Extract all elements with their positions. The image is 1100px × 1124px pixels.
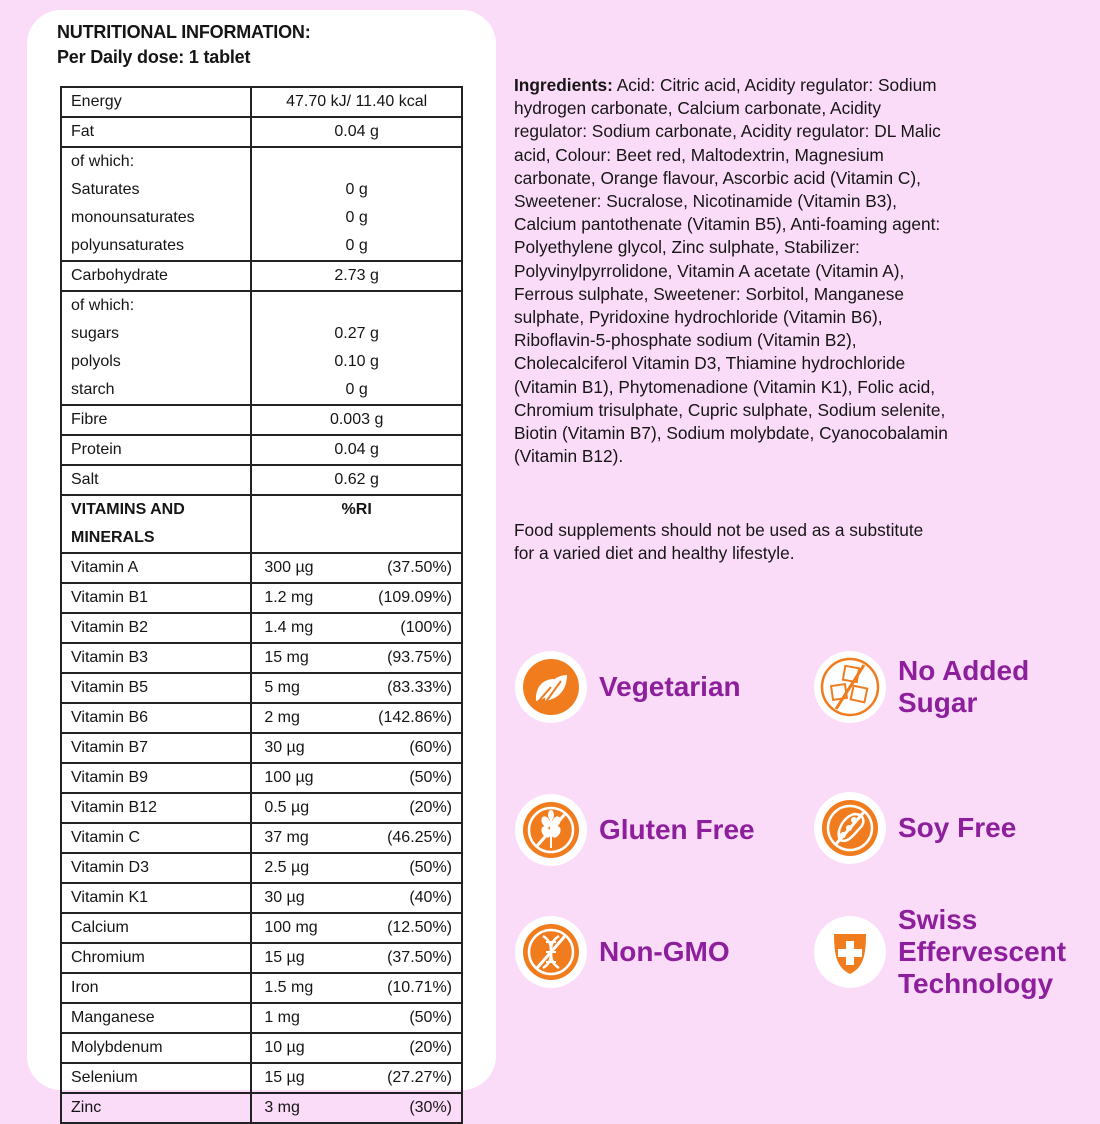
vitamin-name: Iron [61, 973, 251, 1003]
vitamin-values [251, 973, 462, 1003]
vitamin-ri: (50%) [409, 1009, 452, 1026]
nutrient-name: Energy [61, 87, 251, 117]
vitamin-values [251, 793, 462, 823]
nutrient-value: 2.73 g [251, 261, 462, 291]
vitamin-row [61, 583, 462, 613]
vitamin-amount: 1.4 mg [264, 619, 314, 636]
vitamin-ri: (30%) [409, 1099, 452, 1116]
nutrient-name: starch [61, 376, 251, 405]
nutrient-name: Carbohydrate [61, 261, 251, 291]
vitamin-name: Selenium [61, 1063, 251, 1093]
badge-swiss-technology [814, 904, 1066, 1000]
vitamin-amount: 5 mg [264, 679, 300, 696]
badge-no-added-sugar [814, 651, 1029, 723]
vitamin-ri: (142.86%) [378, 709, 452, 726]
vitamin-name: Chromium [61, 943, 251, 973]
vitamin-row [61, 793, 462, 823]
vitamin-row [61, 1063, 462, 1093]
vitamin-values [251, 763, 462, 793]
vitamin-amount: 1.5 mg [264, 979, 314, 996]
nutrient-value: 0 g [251, 232, 462, 261]
vitamin-amount: 1.2 mg [264, 589, 314, 606]
nutrient-value: 0.10 g [251, 348, 462, 376]
table-row [61, 348, 462, 376]
vitamin-amount: 1 mg [264, 1009, 300, 1026]
vitamin-ri: (100%) [400, 619, 452, 636]
vitamin-values [251, 643, 462, 673]
leaf-icon [521, 657, 581, 717]
table-row [61, 320, 462, 348]
table-row [61, 117, 462, 147]
vitamin-row [61, 733, 462, 763]
vitamin-name: Manganese [61, 1003, 251, 1033]
nutrient-value: 0 g [251, 376, 462, 405]
nutrient-name: polyunsaturates [61, 232, 251, 261]
vitamin-values [251, 913, 462, 943]
badge-label: Swiss [898, 904, 978, 935]
vitamin-values [251, 1003, 462, 1033]
vitamin-name: Vitamin B5 [61, 673, 251, 703]
vitamin-amount: 3 mg [264, 1099, 300, 1116]
vitamin-ri: (20%) [409, 799, 452, 816]
vitamin-row [61, 1033, 462, 1063]
vitamins-header-line1: VITAMINS AND [71, 501, 185, 518]
vitamin-values [251, 883, 462, 913]
swiss-cross-icon [820, 922, 880, 982]
badge-gluten-free [515, 794, 755, 866]
nutrient-value: 0 g [251, 176, 462, 204]
table-row [61, 376, 462, 405]
nutrient-value: 0.04 g [251, 117, 462, 147]
vitamin-ri: (93.75%) [387, 649, 452, 666]
vitamin-name: Vitamin B2 [61, 613, 251, 643]
vitamin-name: Vitamin B6 [61, 703, 251, 733]
vitamin-row [61, 703, 462, 733]
vitamin-values [251, 553, 462, 583]
dna-crossed-icon [521, 922, 581, 982]
vitamin-values [251, 1093, 462, 1123]
vitamin-name: Vitamin C [61, 823, 251, 853]
vitamin-row [61, 673, 462, 703]
vitamin-row [61, 643, 462, 673]
nutrition-subtitle: Per Daily dose: 1 tablet [57, 47, 251, 67]
vitamin-values [251, 703, 462, 733]
vitamin-ri: (46.25%) [387, 829, 452, 846]
vitamin-ri: (109.09%) [378, 589, 452, 606]
ingredients-block [514, 74, 954, 468]
vitamin-amount: 15 µg [264, 949, 305, 966]
vitamin-values [251, 823, 462, 853]
vitamin-ri: (37.50%) [387, 559, 452, 576]
nutrition-table [60, 86, 463, 1124]
vitamin-row [61, 553, 462, 583]
vitamin-name: Vitamin K1 [61, 883, 251, 913]
table-row [61, 405, 462, 435]
vitamin-amount: 10 µg [264, 1039, 305, 1056]
nutrient-value: 0.003 g [251, 405, 462, 435]
nutrient-value: 0.04 g [251, 435, 462, 465]
vitamin-values [251, 853, 462, 883]
badge-label: Sugar [898, 687, 978, 718]
vitamin-amount: 100 µg [264, 769, 314, 786]
vitamin-name: Molybdenum [61, 1033, 251, 1063]
nutrient-name: Saturates [61, 176, 251, 204]
nutrient-name: sugars [61, 320, 251, 348]
nutrient-value: 0 g [251, 204, 462, 232]
vitamin-name: Vitamin B3 [61, 643, 251, 673]
vitamin-name: Vitamin B7 [61, 733, 251, 763]
badge-label: Effervescent [898, 936, 1067, 967]
vitamin-values [251, 583, 462, 613]
vitamin-amount: 15 µg [264, 1069, 305, 1086]
vitamins-header-line2: MINERALS [71, 529, 155, 546]
table-row [61, 147, 462, 176]
badge-label: Vegetarian [599, 671, 741, 702]
badge-label: Gluten Free [599, 814, 755, 845]
badge-label: No Added [898, 655, 1030, 686]
vitamin-ri: (40%) [409, 889, 452, 906]
vitamin-values [251, 1033, 462, 1063]
ingredients-text: Acid: Citric acid, Acidity regulator: Sodium hydrogen carbonate, Calcium carbonate, Acidity regulator: Sodium carbonate, Acidity regulator: DL Malic acid, Colour: Beet red, Maltodextrin, Magnesium carbonate, Orange flavour, Ascorbic acid (Vitamin C), Sweetener: Sucralose, Nicotinamide (Vitamin B3), Calcium pantothenate (Vitamin B5), Anti-foaming agent: Polyethylene glycol, Zinc sulphate, Stabilizer: Polyvinylpyrrolidone, Vitamin A acetate (Vitamin A), Ferrous sulphate, Sweetener: Sorbitol, Manganese sulphate, Pyridoxine hydrochloride (Vitamin B6), Riboflavin-5-phosphate sodium (Vitamin B2), Cholecalciferol Vitamin D3, Thiamine hydrochloride (Vitamin B1), Phytomenadione (Vitamin K1), Folic acid, Chromium trisulphate, Cupric sulphate, Sodium selenite, Biotin (Vitamin B7), Sodium molybdate, Cyanocobalamin (Vitamin B12). [514, 75, 948, 467]
badge-soy-free [814, 792, 1016, 864]
nutrient-name: of which: [61, 291, 251, 320]
vitamin-ri: (60%) [409, 739, 452, 756]
nutrient-name: of which: [61, 147, 251, 176]
vitamin-row [61, 913, 462, 943]
vitamin-row [61, 1093, 462, 1123]
nutrient-value: 0.27 g [251, 320, 462, 348]
vitamin-name: Calcium [61, 913, 251, 943]
vitamin-values [251, 613, 462, 643]
vitamin-name: Zinc [61, 1093, 251, 1123]
vitamin-amount: 15 mg [264, 649, 309, 666]
badge-label: Soy Free [898, 812, 1017, 843]
nutrient-value [251, 291, 462, 320]
vitamin-ri: (83.33%) [387, 679, 452, 696]
table-row [61, 291, 462, 320]
vitamin-amount: 30 µg [264, 739, 305, 756]
nutrient-name: polyols [61, 348, 251, 376]
vitamin-amount: 37 mg [264, 829, 309, 846]
vitamin-ri: (27.27%) [387, 1069, 452, 1086]
vitamin-row [61, 973, 462, 1003]
vitamin-name: Vitamin D3 [61, 853, 251, 883]
vitamin-values [251, 673, 462, 703]
nutrient-name: Salt [61, 465, 251, 495]
wheat-crossed-icon [521, 800, 581, 860]
badge-non-gmo [515, 916, 730, 988]
vitamin-values [251, 943, 462, 973]
badge-label: Technology [898, 968, 1054, 999]
ingredients-heading: Ingredients: [514, 75, 613, 95]
nutrient-name: Fat [61, 117, 251, 147]
badge-label: Non-GMO [599, 936, 730, 967]
nutrient-name: Fibre [61, 405, 251, 435]
vitamin-row [61, 613, 462, 643]
vitamin-amount: 2.5 µg [264, 859, 310, 876]
vitamin-amount: 2 mg [264, 709, 300, 726]
nutrient-value [251, 147, 462, 176]
vitamin-amount: 0.5 µg [264, 799, 310, 816]
table-row [61, 204, 462, 232]
supplement-note: Food supplements should not be used as a substitute for a varied diet and healthy lifestyle. [514, 520, 924, 564]
badge-vegetarian [515, 651, 741, 723]
vitamin-name: Vitamin B1 [61, 583, 251, 613]
vitamin-ri: (10.71%) [387, 979, 452, 996]
vitamin-row [61, 1003, 462, 1033]
ri-header: %RI [251, 495, 462, 553]
nutrient-name: monounsaturates [61, 204, 251, 232]
nutrient-name: Protein [61, 435, 251, 465]
vitamin-row [61, 823, 462, 853]
table-row [61, 261, 462, 291]
nutrition-heading [57, 20, 311, 70]
table-row [61, 232, 462, 261]
nutrient-value: 47.70 kJ/ 11.40 kcal [251, 87, 462, 117]
vitamin-name: Vitamin B9 [61, 763, 251, 793]
vitamin-amount: 100 mg [264, 919, 318, 936]
vitamin-amount: 300 µg [264, 559, 314, 576]
nutrient-value: 0.62 g [251, 465, 462, 495]
table-row [61, 176, 462, 204]
table-row [61, 435, 462, 465]
vitamin-amount: 30 µg [264, 889, 305, 906]
vitamin-ri: (50%) [409, 859, 452, 876]
sugar-cubes-crossed-icon [820, 657, 880, 717]
table-row [61, 87, 462, 117]
vitamin-row [61, 943, 462, 973]
nutrition-title: NUTRITIONAL INFORMATION: [57, 22, 311, 42]
vitamin-ri: (12.50%) [387, 919, 452, 936]
vitamin-row [61, 883, 462, 913]
vitamins-header-label [61, 495, 251, 553]
vitamin-row [61, 763, 462, 793]
vitamin-row [61, 853, 462, 883]
vitamin-ri: (37.50%) [387, 949, 452, 966]
soy-crossed-icon [820, 798, 880, 858]
vitamin-name: Vitamin B12 [61, 793, 251, 823]
vitamins-header-row [61, 495, 462, 553]
vitamin-values [251, 1063, 462, 1093]
vitamin-name: Vitamin A [61, 553, 251, 583]
vitamin-ri: (50%) [409, 769, 452, 786]
vitamin-ri: (20%) [409, 1039, 452, 1056]
table-row [61, 465, 462, 495]
vitamin-values [251, 733, 462, 763]
